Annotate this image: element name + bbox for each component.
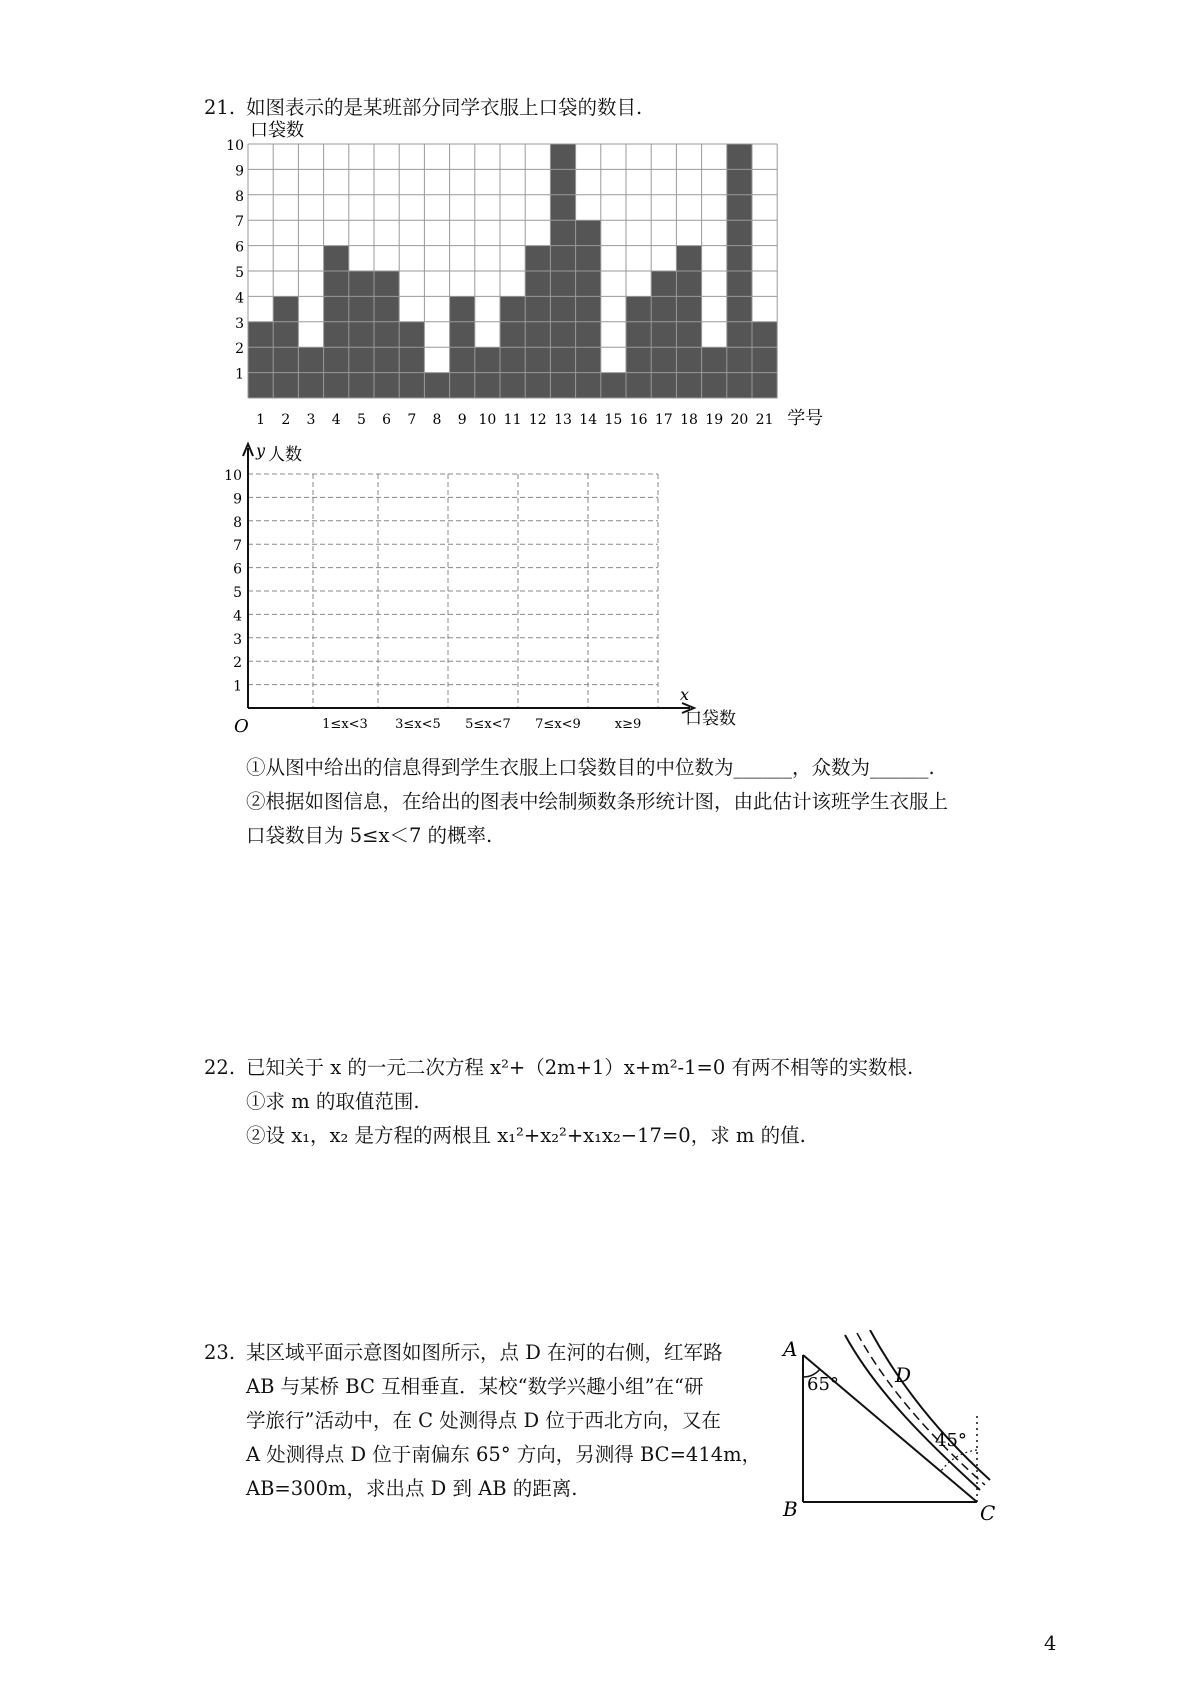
x-tick-8: 8 xyxy=(432,412,442,428)
x-category-3: 7≤x<9 xyxy=(535,717,581,732)
origin-label: O xyxy=(234,716,249,737)
angle-arc-c xyxy=(941,1450,977,1471)
y-axis-symbol: y xyxy=(256,441,266,460)
q22-text1: 已知关于 x 的一元二次方程 x²+（2m+1）x+m²-1=0 有两不相等的实数根. xyxy=(246,1056,914,1079)
q21-part2-line1: ②根据如图信息，在给出的图表中绘制频数条形统计图，由此估计该班学生衣服上 xyxy=(246,790,949,813)
x-tick-1: 1 xyxy=(256,412,266,428)
y-axis-label: 人数 xyxy=(268,445,302,465)
x-tick-19: 19 xyxy=(705,412,724,428)
y-tick-8: 8 xyxy=(235,188,244,205)
y-tick-8: 8 xyxy=(233,514,242,531)
bar-1 xyxy=(248,322,273,398)
bar-5 xyxy=(349,271,374,398)
q22-line2: ①求 m 的取值范围. xyxy=(246,1090,420,1113)
x-tick-12: 12 xyxy=(528,412,547,428)
x-tick-15: 15 xyxy=(604,412,623,428)
x-tick-9: 9 xyxy=(457,412,467,428)
x-tick-3: 3 xyxy=(306,412,316,428)
y-tick-2: 2 xyxy=(233,655,242,672)
x-axis-symbol: x xyxy=(680,685,690,704)
y-tick-1: 1 xyxy=(233,678,242,695)
y-tick-2: 2 xyxy=(235,341,244,358)
mode-blank[interactable]: ______ xyxy=(870,756,929,779)
x-tick-16: 16 xyxy=(629,412,648,428)
bar-14 xyxy=(576,220,601,398)
x-category-1: 3≤x<5 xyxy=(395,717,441,732)
bar-6 xyxy=(374,271,399,398)
x-category-0: 1≤x<3 xyxy=(322,717,368,732)
x-tick-2: 2 xyxy=(281,412,291,428)
question-number: 23. xyxy=(204,1341,236,1364)
x-axis-label: 口袋数 xyxy=(685,709,736,729)
part1-text: ①从图中给出的信息得到学生衣服上口袋数目的中位数为 xyxy=(246,756,734,779)
x-category-2: 5≤x<7 xyxy=(465,717,511,732)
y-tick-3: 3 xyxy=(233,631,242,648)
y-tick-6: 6 xyxy=(233,561,242,578)
river-bank-left xyxy=(845,1335,980,1490)
y-tick-4: 4 xyxy=(233,608,242,625)
y-tick-10: 10 xyxy=(226,138,244,154)
y-tick-7: 7 xyxy=(235,214,244,231)
y-axis-label: 口袋数 xyxy=(250,120,304,141)
bar-17 xyxy=(651,271,676,398)
page-number: 4 xyxy=(1044,1632,1057,1655)
q23-line5: AB=300m，求出点 D 到 AB 的距离. xyxy=(246,1477,578,1500)
geometry-figure xyxy=(775,1330,1025,1530)
label-a: A xyxy=(783,1337,798,1361)
angle-c-label: 45° xyxy=(935,1430,967,1451)
question-stem: 如图表示的是某班部分同学衣服上口袋的数目. xyxy=(246,96,643,119)
q22-line1 xyxy=(204,1052,913,1084)
median-blank[interactable]: ______ xyxy=(733,756,793,779)
part1-end: . xyxy=(928,756,935,779)
y-tick-4: 4 xyxy=(235,290,244,307)
bar-7 xyxy=(399,322,424,398)
question-number: 21. xyxy=(204,96,236,119)
bar-8 xyxy=(424,373,449,398)
x-tick-21: 21 xyxy=(755,412,774,428)
x-tick-18: 18 xyxy=(680,412,698,428)
part1-mode-text: ，众数为 xyxy=(792,756,871,779)
pocket-count-chart xyxy=(220,118,840,438)
q21-part2-line2: 口袋数目为 5≤x＜7 的概率. xyxy=(246,824,493,847)
x-tick-13: 13 xyxy=(554,412,572,428)
y-tick-7: 7 xyxy=(233,538,242,555)
q23-line4: A 处测得点 D 位于南偏东 65° 方向，另测得 BC=414m， xyxy=(246,1443,762,1466)
frequency-chart-empty xyxy=(220,440,780,740)
dashed-grid xyxy=(248,474,658,708)
y-tick-3: 3 xyxy=(235,315,244,332)
y-tick-5: 5 xyxy=(233,585,242,601)
y-tick-9: 9 xyxy=(235,163,244,180)
label-c: C xyxy=(980,1501,996,1525)
x-tick-10: 10 xyxy=(478,412,497,428)
label-b: B xyxy=(783,1497,798,1521)
x-tick-7: 7 xyxy=(407,412,417,428)
y-tick-1: 1 xyxy=(235,366,244,383)
x-tick-14: 14 xyxy=(579,412,598,428)
river-bank-right xyxy=(870,1330,990,1480)
bar-15 xyxy=(601,373,626,398)
q23-line3: 学旅行”活动中，在 C 处测得点 D 位于西北方向，又在 xyxy=(246,1409,721,1432)
river-dashed xyxy=(857,1333,985,1485)
angle-a-label: 65° xyxy=(807,1374,839,1395)
question-number: 22. xyxy=(204,1056,236,1079)
label-d: D xyxy=(895,1363,912,1387)
x-tick-5: 5 xyxy=(356,412,366,428)
x-tick-4: 4 xyxy=(331,412,341,428)
y-tick-9: 9 xyxy=(233,491,242,508)
x-tick-6: 6 xyxy=(382,412,392,428)
q21-part1 xyxy=(246,752,935,784)
x-tick-17: 17 xyxy=(654,412,673,428)
y-tick-5: 5 xyxy=(235,265,244,281)
bar-21 xyxy=(752,322,777,398)
y-tick-6: 6 xyxy=(235,239,244,256)
x-category-4: x≥9 xyxy=(614,717,642,732)
y-tick-10: 10 xyxy=(224,468,242,484)
q23-text-0: 某区域平面示意图如图所示，点 D 在河的右侧，红军路 xyxy=(246,1341,723,1364)
q23-line1 xyxy=(204,1337,723,1369)
x-tick-11: 11 xyxy=(503,412,522,428)
q22-line3: ②设 x₁，x₂ 是方程的两根且 x₁²+x₂²+x₁x₂−17=0，求 m 的值. xyxy=(246,1124,806,1147)
x-tick-20: 20 xyxy=(730,412,749,428)
q23-line2: AB 与某桥 BC 互相垂直．某校“数学兴趣小组”在“研 xyxy=(246,1375,704,1398)
x-axis-label: 学号 xyxy=(787,408,824,429)
